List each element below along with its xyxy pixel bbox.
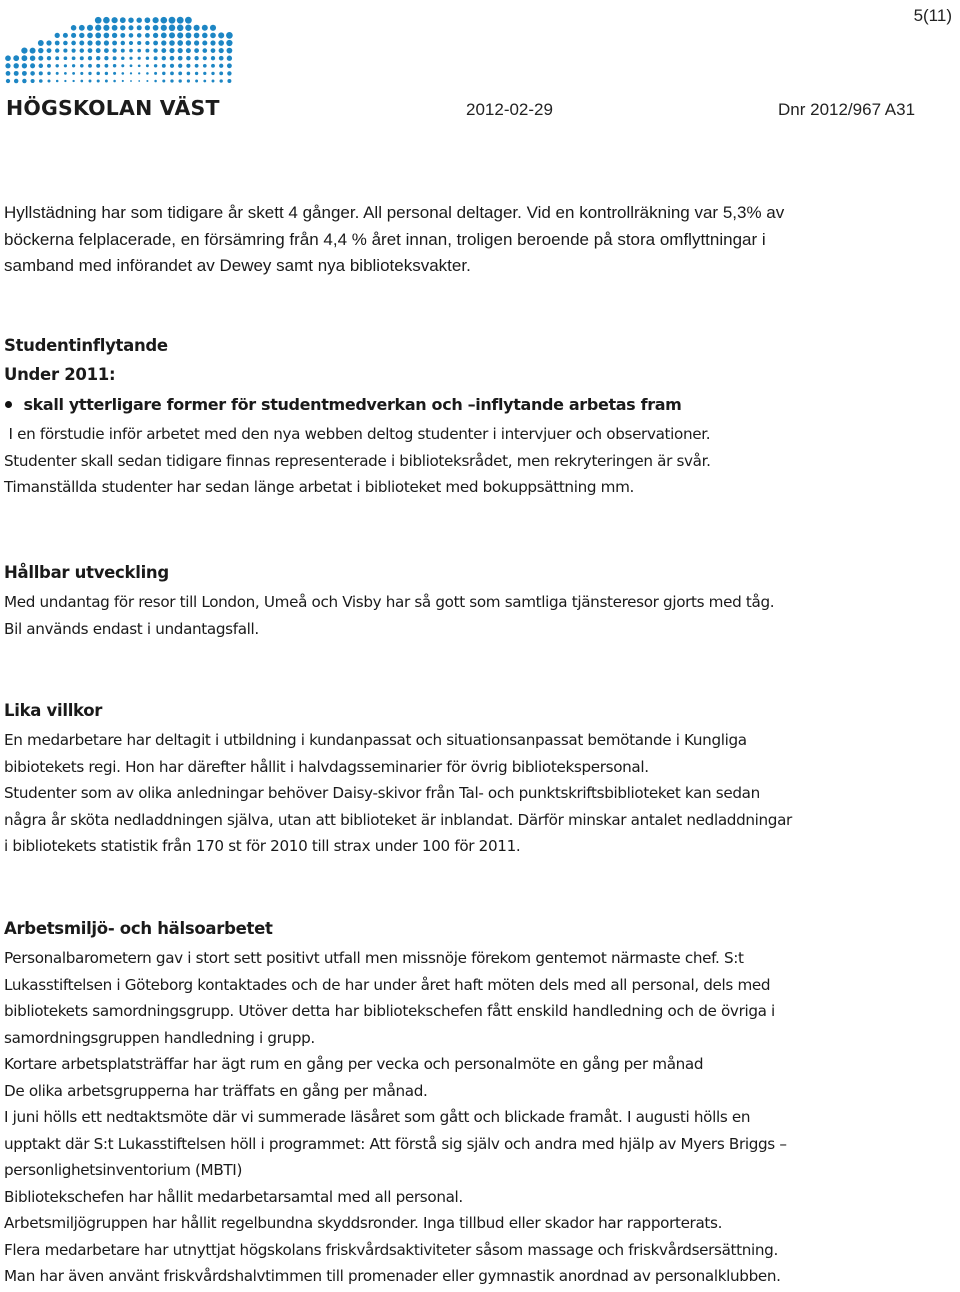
logo-dot <box>5 63 10 68</box>
logo-dot <box>161 40 166 45</box>
logo-dot <box>170 79 173 82</box>
logo-dot <box>178 48 183 53</box>
logo-dot <box>122 80 124 82</box>
logo-dot <box>47 64 51 68</box>
logo-dot <box>211 72 214 75</box>
logo-dot <box>211 56 215 60</box>
logo-dot <box>64 72 67 75</box>
text-line: samordningsgruppen handledning i grupp. <box>4 1028 315 1047</box>
logo-dot <box>87 40 92 45</box>
logo-dot <box>120 25 125 30</box>
logo-dot <box>104 40 109 45</box>
logo-dot <box>227 79 231 83</box>
logo-dot <box>202 33 208 39</box>
page-number: 5(11) <box>913 6 952 25</box>
logo-dot <box>145 33 150 38</box>
section-heading-hallbar-utveckling: Hållbar utveckling <box>4 563 169 582</box>
logo-dot <box>14 79 18 83</box>
logo-dot <box>39 64 44 69</box>
section-heading-arbetsmiljo: Arbetsmiljö- och hälsoarbetet <box>4 919 273 938</box>
logo-dot <box>162 79 165 82</box>
logo-dot <box>186 56 191 61</box>
section-heading-lika-villkor: Lika villkor <box>4 701 103 720</box>
text-line: I juni hölls ett nedtaktsmöte där vi summerade läsåret som gått och blickade framåt. I augusti hölls en <box>4 1108 751 1126</box>
logo-dot <box>88 56 92 60</box>
text-line: personlighetsinventorium (MBTI) <box>4 1161 243 1179</box>
logo-dot <box>104 64 108 68</box>
logo-dot <box>88 64 92 68</box>
logo-dot <box>120 33 125 38</box>
logo-dot <box>30 71 35 76</box>
logo-dot <box>210 25 216 31</box>
logo-dot <box>113 72 116 75</box>
logo-dot <box>38 48 43 53</box>
document-date: 2012-02-29 <box>466 100 553 119</box>
text-line: Studenter som av olika anledningar behöver Daisy-skivor från Tal- och punktskriftsbiblioteket kan sedan <box>4 784 760 802</box>
text-line: samband med införandet av Dewey samt nya biblioteksvakter. <box>4 256 471 275</box>
text-line: Timanställda studenter har sedan länge arbetat i biblioteket med bokuppsättning mm. <box>4 478 634 496</box>
logo-dot <box>170 72 174 76</box>
logo-dot <box>170 56 175 61</box>
logo-dot <box>22 63 27 68</box>
text-line: Arbetsmiljögruppen har hållit regelbundna skyddsronder. Inga tillbud eller skador har rapporterats. <box>4 1214 723 1232</box>
logo-dot <box>120 17 126 23</box>
text-line: bibliotekets samordningsgrupp. Utöver detta har bibliotekschefen fått enskild handledning och de övriga i <box>4 1002 775 1020</box>
logo-dot <box>178 56 183 61</box>
logo-dot <box>72 56 76 60</box>
logo-dot <box>89 80 92 83</box>
logo-dot <box>177 40 183 46</box>
logo-dot <box>103 25 109 31</box>
logo-dot <box>72 64 75 67</box>
logo-dot <box>47 72 50 75</box>
logo-dot <box>161 48 166 53</box>
logo-dot <box>128 25 133 30</box>
logo-dot <box>161 33 167 39</box>
logo-dot <box>14 71 19 76</box>
logo-dot <box>88 48 93 53</box>
logo-dot <box>195 80 198 83</box>
logo-dot <box>186 40 191 45</box>
logo-dot <box>130 72 132 74</box>
logo-dot <box>194 40 199 45</box>
logo-dot <box>39 71 43 75</box>
logo-dot <box>48 80 51 83</box>
logo-dot <box>6 71 11 76</box>
logo-dot <box>95 33 101 39</box>
logo-dot <box>21 47 27 53</box>
logo-dot <box>105 80 108 83</box>
diary-number: Dnr 2012/967 A31 <box>778 100 916 119</box>
intro-paragraph <box>4 200 784 280</box>
logo-dot <box>210 33 216 39</box>
logo-dot <box>219 56 224 61</box>
logo <box>0 0 240 125</box>
text-line: De olika arbetsgrupperna har träffats en gång per månad. <box>4 1081 428 1100</box>
logo-dot <box>13 55 19 61</box>
text-line: Bibliotekschefen har hållit medarbetarsamtal med all personal. <box>4 1187 463 1206</box>
logo-dot <box>38 56 43 61</box>
logo-dot <box>22 55 28 61</box>
logo-dot <box>38 40 44 46</box>
logo-dot <box>194 33 200 39</box>
logo-dot <box>64 64 67 67</box>
text-line: Studenter skall sedan tidigare finnas representerade i biblioteksrådet, men rekryteringen är svår. <box>4 451 711 470</box>
logo-dot <box>169 25 176 32</box>
logo-dot <box>202 25 208 31</box>
logo-dot <box>55 33 60 38</box>
text-line: Personalbarometern gav i stort sett positivt utfall men missnöje förekom gentemot närmaste chef. S:t <box>4 949 744 967</box>
logo-dot <box>72 72 75 75</box>
logo-dot <box>30 48 36 54</box>
logo-dot <box>80 72 83 75</box>
logo-dot <box>72 80 74 82</box>
logo-dot <box>121 41 125 45</box>
bullet-dot-icon <box>5 401 12 408</box>
logo-dot <box>138 57 141 60</box>
logo-dot <box>6 79 10 83</box>
logo-dot <box>187 79 190 82</box>
logo-dot <box>153 25 159 31</box>
logo-dot <box>194 25 200 31</box>
logo-dot <box>227 63 232 68</box>
logo-dot <box>202 48 207 53</box>
logo-dot <box>186 48 191 53</box>
logo-dot <box>95 17 102 24</box>
logo-dot <box>227 71 231 75</box>
logo-dot <box>104 33 110 39</box>
logo-dot <box>88 72 91 75</box>
logo-dot <box>113 64 116 67</box>
lika-paragraph <box>4 727 792 860</box>
text-line: böckerna felplacerade, en försämring från 4,4 % året innan, troligen beroende på stora omflyttningar i <box>4 229 766 249</box>
logo-dot <box>203 64 207 68</box>
logo-dot <box>104 48 109 53</box>
logo-dot <box>226 32 233 39</box>
logo-dot <box>146 72 149 75</box>
logo-dot <box>63 49 67 53</box>
logo-dot <box>169 48 174 53</box>
logo-dot <box>5 55 11 61</box>
logo-dot <box>71 33 76 38</box>
logo-dot <box>121 49 125 53</box>
logo-dot <box>129 33 134 38</box>
logo-dot <box>169 40 175 46</box>
logo-dot <box>154 72 157 75</box>
logo-dot <box>56 72 59 75</box>
logo-dot <box>137 41 141 45</box>
logo-dot <box>80 80 83 83</box>
logo-dot <box>63 41 68 46</box>
logo-dot <box>169 32 175 38</box>
text-line: Med undantag för resor till London, Umeå och Visby har så gott som samtliga tjänsteresor gjorts med tåg. <box>4 593 775 611</box>
logo-dot <box>137 33 142 38</box>
logo-dot <box>80 48 84 52</box>
text-line: i bibliotekets statistik från 170 st för 2010 till strax under 100 för 2011. <box>4 837 521 855</box>
logo-dot <box>137 25 142 30</box>
logo-dot <box>79 41 84 46</box>
logo-dot <box>128 17 133 22</box>
logo-dot <box>218 40 224 46</box>
bullet-item <box>4 395 682 415</box>
logo-dot <box>111 17 117 23</box>
logo-dot <box>96 72 100 76</box>
logo-dot <box>186 64 190 68</box>
logo-dot <box>137 49 141 53</box>
logo-dot <box>194 56 198 60</box>
logo-dot <box>203 72 206 75</box>
logo-dot <box>71 25 77 31</box>
section-heading-studentinflytande: Studentinflytande <box>4 336 168 355</box>
logo-dot <box>47 56 51 60</box>
logo-dot <box>211 64 215 68</box>
logo-dot <box>30 63 35 68</box>
logo-dot <box>195 72 198 75</box>
logo-dot <box>64 56 68 60</box>
logo-dot <box>220 79 223 82</box>
text-line: Kortare arbetsplatsträffar har ägt rum en gång per vecka och personalmöte en gång per månad <box>4 1055 704 1073</box>
logo-dot <box>104 56 108 60</box>
text-line: Bil används endast i undantagsfall. <box>4 619 259 638</box>
logo-dot <box>154 80 157 83</box>
logo-dot <box>177 17 184 24</box>
logo-dot <box>138 80 140 82</box>
logo-dot <box>121 64 124 67</box>
logo-dot <box>227 48 233 54</box>
logo-dot <box>154 56 158 60</box>
logo-dot <box>153 48 157 52</box>
logo-dot <box>145 25 150 30</box>
logo-dot <box>112 33 117 38</box>
text-line: Flera medarbetare har utnyttjat högskolans friskvårdsaktiviteter såsom massage och friskvårdsersättning. <box>4 1240 778 1259</box>
bullet-text: skall ytterligare former för studentmedverkan och –inflytande arbetas fram <box>23 395 682 414</box>
logo-dot <box>179 79 182 82</box>
logo-dot <box>96 48 101 53</box>
logo-dot <box>177 25 184 32</box>
logo-dot <box>97 79 100 82</box>
logo-dot <box>227 56 232 61</box>
logo-dot <box>72 49 76 53</box>
logo-dot <box>178 64 182 68</box>
logo-dot <box>130 80 132 82</box>
logo-dot <box>47 48 52 53</box>
logo-dot <box>71 41 76 46</box>
text-line: upptakt där S:t Lukasstiftelsen höll i programmet: Att förstå sig själv och andra med hjälp av Myers Briggs – <box>4 1134 787 1153</box>
logo-dot <box>185 25 191 31</box>
logo-dot <box>219 48 224 53</box>
logo-dot <box>55 48 59 52</box>
logo-dots-graphic <box>0 0 240 90</box>
logo-dot <box>146 56 149 59</box>
logo-dot <box>112 25 118 31</box>
logo-dot <box>178 71 182 75</box>
logo-dot <box>162 72 165 75</box>
logo-dot <box>130 64 133 67</box>
logo-dot <box>153 17 159 23</box>
text-line: En medarbetare har deltagit i utbildning i kundanpassat och situationsanpassat bemötande i Kungliga <box>4 731 747 749</box>
logo-dot <box>112 41 117 46</box>
logo-dot <box>96 40 101 45</box>
logo-dot <box>194 48 199 53</box>
text-line: Lukasstiftelsen i Göteborg kontaktades och de har under året haft möten dels med all personal, dels med <box>4 975 771 994</box>
logo-dot <box>129 41 133 45</box>
logo-dot <box>87 33 93 39</box>
logo-dot <box>79 33 84 38</box>
logo-dot <box>162 64 166 68</box>
logo-dot <box>79 25 85 31</box>
logo-dot <box>129 49 133 53</box>
logo-dot <box>30 55 35 60</box>
logo-dot <box>226 40 232 46</box>
text-line: Man har även använt friskvårdshalvtimmen till promenader eller gymnastik anordnad av personalklubben. <box>4 1267 781 1285</box>
logo-dot <box>95 25 101 31</box>
logo-dot <box>145 41 149 45</box>
logo-dot <box>138 72 140 74</box>
logo-dot <box>64 80 66 82</box>
logo-dot <box>195 64 199 68</box>
logo-dot <box>113 56 117 60</box>
logo-dot <box>31 79 35 83</box>
logo-dot <box>105 72 108 75</box>
logo-dot <box>145 49 149 53</box>
logo-dot <box>129 57 132 60</box>
hallbar-paragraph <box>4 589 774 642</box>
text-line: några år sköta nedladdningen själva, utan att biblioteket är inblandat. Därför minskar antalet nedladdningar <box>4 810 792 829</box>
logo-dot <box>14 63 19 68</box>
logo-dot <box>138 64 141 67</box>
logo-dot <box>203 56 207 60</box>
arbetsmiljo-paragraph <box>4 945 787 1290</box>
logo-dot <box>46 40 51 45</box>
section-subheading: Under 2011: <box>4 365 116 384</box>
text-line: bibiotekets regi. Hon har därefter hållit i halvdagsseminarier för övrig bibliotekspersonal. <box>4 757 649 776</box>
logo-dot <box>162 56 166 60</box>
logo-dot <box>87 25 93 31</box>
logo-dot <box>96 64 100 68</box>
logo-dot <box>80 56 84 60</box>
logo-dot <box>146 80 148 82</box>
logo-dot <box>187 72 191 76</box>
logo-dot <box>169 17 176 24</box>
logo-dot <box>55 64 58 67</box>
logo-dot <box>153 33 158 38</box>
logo-dot <box>136 17 141 22</box>
logo-dot <box>170 64 174 68</box>
logo-dot <box>55 41 60 46</box>
logo-dot <box>177 32 183 38</box>
text-line: I en förstudie inför arbetet med den nya webben deltog studenter i intervjuer och observationer. <box>4 425 711 443</box>
logo-dot <box>55 56 59 60</box>
logo-dot <box>121 56 125 60</box>
logo-dot <box>160 17 167 24</box>
logo-dot <box>153 41 158 46</box>
logo-dot <box>202 40 207 45</box>
logo-dot <box>185 32 191 38</box>
logo-dot <box>161 25 167 31</box>
logo-dot <box>210 40 215 45</box>
logo-dot <box>218 32 224 38</box>
logo-dot <box>22 71 27 76</box>
logo-dot <box>112 48 116 52</box>
text-line: Hyllstädning har som tidigare år skett 4 gånger. All personal deltager. Vid en kontrollräkning var 5,3% av <box>4 203 785 222</box>
logo-dot <box>212 80 215 83</box>
logo-text: HÖGSKOLAN VÄST <box>6 96 220 120</box>
logo-dot <box>80 64 84 68</box>
logo-dot <box>113 80 116 83</box>
logo-dot <box>96 56 100 60</box>
logo-dot <box>146 64 149 67</box>
logo-dot <box>39 79 43 83</box>
logo-dot <box>219 64 223 68</box>
logo-dot <box>154 64 157 67</box>
logo-dot <box>211 48 216 53</box>
logo-dot <box>103 17 110 24</box>
logo-dot <box>63 33 68 38</box>
logo-dot <box>145 17 151 23</box>
logo-dot <box>56 80 59 83</box>
logo-dot <box>185 17 192 24</box>
logo-dot <box>22 79 26 83</box>
logo-dot <box>203 80 206 83</box>
logo-dot <box>219 71 223 75</box>
logo-dot <box>122 72 125 75</box>
studentinflytande-paragraph <box>4 421 711 501</box>
